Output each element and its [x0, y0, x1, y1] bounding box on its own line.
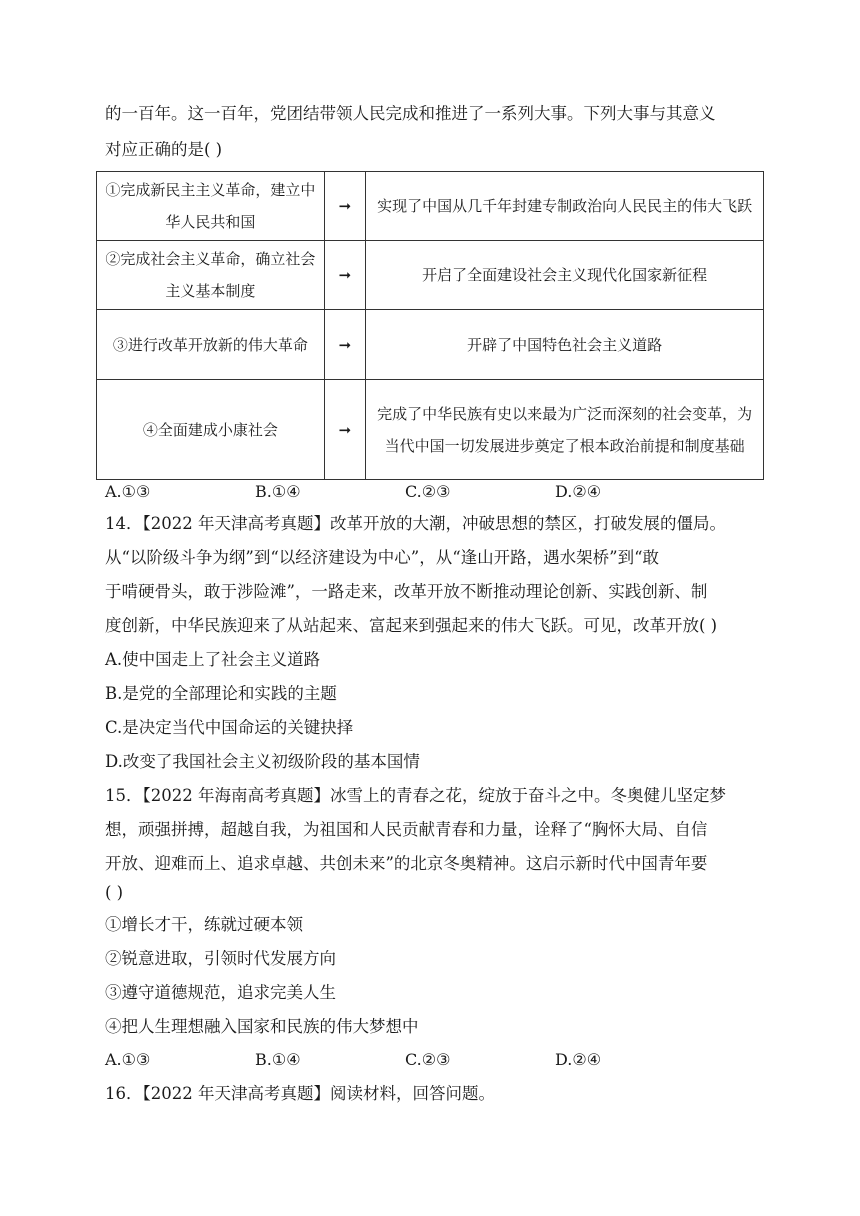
table-row: [97, 172, 764, 241]
arrow-icon: ➞: [324, 241, 365, 310]
q15-item-1: ①增长才干，练就过硬本领: [105, 915, 303, 934]
q14-stem-line2: 从“以阶级斗争为纲”到“以经济建设为中心”，从“逢山开路，遇水架桥”到“敢: [105, 548, 660, 567]
q15-stem-line1: 15．【2022 年海南高考真题】冰雪上的青春之花，绽放于奋斗之中。冬奥健儿坚定梦: [105, 786, 726, 805]
arrow-icon: ➞: [324, 310, 365, 380]
q15-item-4: ④把人生理想融入国家和民族的伟大梦想中: [105, 1017, 419, 1036]
q13-option-a: A.①③: [105, 482, 151, 501]
arrow-icon: ➞: [324, 380, 365, 480]
meaning-cell: 完成了中华民族有史以来最为广泛而深刻的社会变革，为当代中国一切发展进步奠定了根本政治前提和制度基础: [366, 380, 764, 480]
table-row: [97, 310, 764, 380]
meaning-cell: 实现了中国从几千年封建专制政治向人民民主的伟大飞跃: [366, 172, 764, 241]
q13-option-b: B.①④: [255, 482, 301, 501]
q13-option-c: C.②③: [405, 482, 451, 501]
q15-option-c: C.②③: [405, 1050, 451, 1069]
q15-option-d: D.②④: [555, 1050, 602, 1069]
q14-stem-line4: 度创新，中华民族迎来了从站起来、富起来到强起来的伟大飞跃。可见，改革开放( ): [105, 616, 718, 635]
event-cell: ①完成新民主主义革命，建立中华人民共和国: [97, 172, 325, 241]
meaning-cell: 开辟了中国特色社会主义道路: [366, 310, 764, 380]
q13-stem-line2: 对应正确的是( ): [105, 140, 223, 159]
q15-stem-line3: 开放、迎难而上、追求卓越、共创未来”的北京冬奥精神。这启示新时代中国青年要: [105, 854, 708, 873]
q13-stem-line1: 的一百年。这一百年，党团结带领人民完成和推进了一系列大事。下列大事与其意义: [105, 104, 716, 123]
arrow-icon: ➞: [324, 172, 365, 241]
event-cell: ④全面建成小康社会: [97, 380, 325, 480]
q15-stem-line2: 想，顽强拼搏，超越自我，为祖国和人民贡献青春和力量，诠释了“胸怀大局、自信: [105, 820, 708, 839]
event-cell: ②完成社会主义革命，确立社会主义基本制度: [97, 241, 325, 310]
q15-item-2: ②锐意进取，引领时代发展方向: [105, 949, 336, 968]
q16-stem-line1: 16．【2022 年天津高考真题】阅读材料，回答问题。: [105, 1084, 495, 1103]
q15-option-a: A.①③: [105, 1050, 151, 1069]
meaning-cell: 开启了全面建设社会主义现代化国家新征程: [366, 241, 764, 310]
q14-stem-line3: 于啃硬骨头，敢于涉险滩”，一路走来，改革开放不断推动理论创新、实践创新、制: [105, 582, 708, 601]
q15-stem-line4: ( ): [105, 883, 124, 902]
q14-option-a: A.使中国走上了社会主义道路: [105, 650, 321, 669]
table-row: [97, 380, 764, 480]
q13-event-table: [96, 171, 764, 480]
q14-stem-line1: 14．【2022 年天津高考真题】改革开放的大潮，冲破思想的禁区，打破发展的僵局。: [105, 514, 726, 533]
q13-option-d: D.②④: [555, 482, 602, 501]
q14-option-b: B.是党的全部理论和实践的主题: [105, 684, 337, 703]
q15-option-b: B.①④: [255, 1050, 301, 1069]
q14-option-c: C.是决定当代中国命运的关键抉择: [105, 718, 354, 737]
q15-item-3: ③遵守道德规范，追求完美人生: [105, 983, 336, 1002]
event-cell: ③进行改革开放新的伟大革命: [97, 310, 325, 380]
q14-option-d: D.改变了我国社会主义初级阶段的基本国情: [105, 752, 420, 771]
table-row: [97, 241, 764, 310]
